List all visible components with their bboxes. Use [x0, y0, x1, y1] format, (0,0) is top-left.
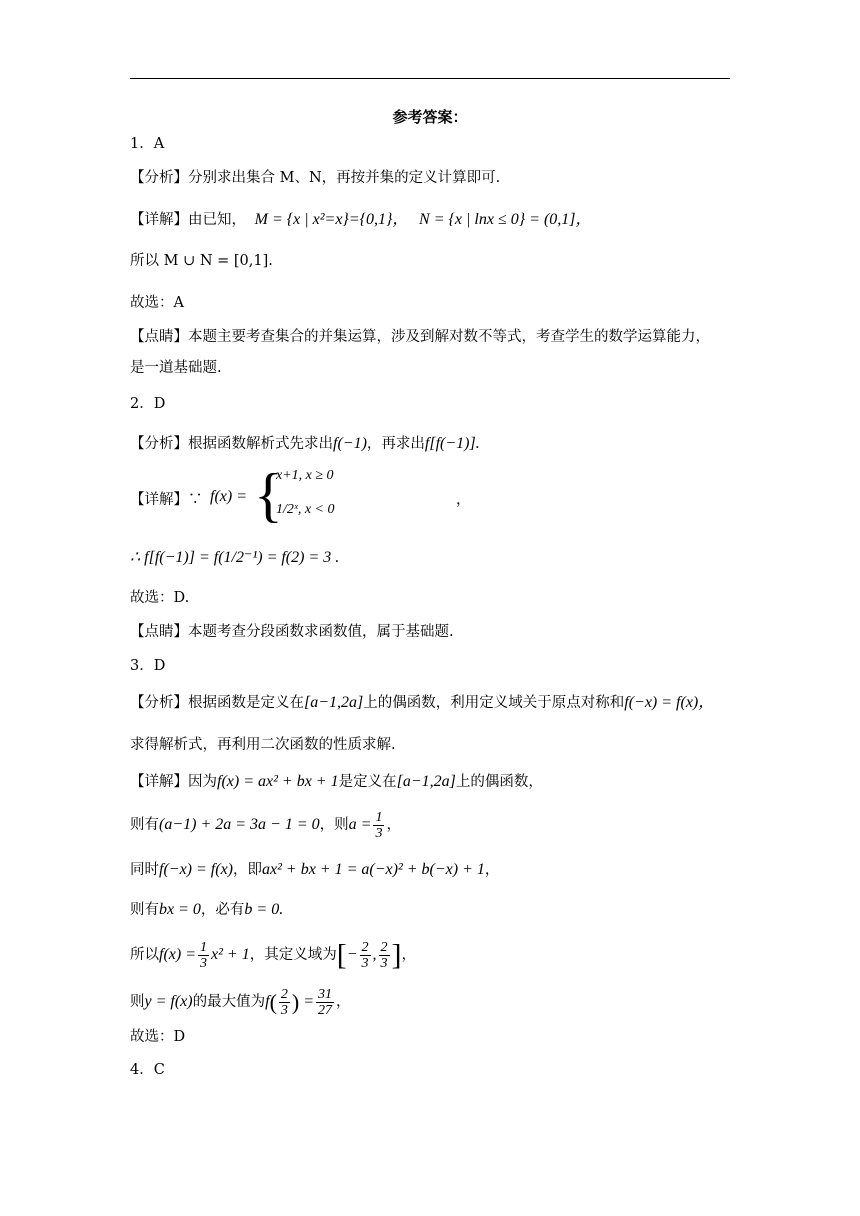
q3-analysis: [130, 693, 714, 713]
q2-detail-label: 【详解】∵: [130, 492, 203, 508]
q3-step-3: [130, 900, 283, 920]
q2-comma: ，: [456, 492, 471, 508]
q2-piece-2: 1/2ˣ, x < 0: [276, 502, 335, 517]
q3-fx-final: f(x) = $\frac{1}{3}$ x² + 1: [159, 940, 250, 971]
q3-max-value: f( $\frac{2}{3}$ ) = $\frac{31}{27}$: [265, 987, 333, 1018]
q3-comma-3: ，: [336, 994, 351, 1011]
q3-even-cond: f(−x) = f(x)，: [624, 694, 715, 711]
q3-step-1-eq: (a−1) + 2a = 3a − 1 = 0: [159, 816, 320, 834]
q2-analysis: [130, 434, 480, 454]
q3-step-2-text: 同时: [130, 862, 159, 878]
q3-analysis-2: 求得解析式，再利用二次函数的性质求解.: [130, 737, 396, 753]
q1-analysis: 【分析】分别求出集合 M、N，再按并集的定义计算即可.: [130, 170, 501, 186]
q3-choice: 故选：D: [130, 1029, 186, 1045]
q3-step-1-text: 则有: [130, 817, 159, 834]
q3-step-2-text-2: ，即: [233, 862, 262, 878]
q3-step-1-text-2: ，则: [319, 817, 349, 834]
q3-step-2: [130, 860, 499, 880]
q3-step-2-expand: ax² + bx + 1 = a(−x)² + b(−x) + 1: [262, 861, 485, 878]
q3-step-5-text: 则: [130, 994, 145, 1011]
q3-comma-2: ，: [401, 947, 416, 964]
q1-choice: 故选：A: [130, 295, 184, 311]
q3-b-value: b = 0.: [244, 901, 284, 918]
q1-comment: 【点睛】本题主要考查集合的并集运算，涉及到解对数不等式，考查学生的数学运算能力，: [130, 329, 710, 345]
q3-step-4-text-2: ，其定义域为: [249, 947, 337, 964]
q2-brace: {: [254, 462, 283, 528]
q2-comment: 【点睛】本题考查分段函数求函数值，属于基础题.: [130, 624, 454, 640]
q3-bx: bx = 0: [159, 901, 201, 918]
q3-fx: f(x) = ax² + bx + 1: [217, 773, 339, 790]
q3-domain-final: [− $\frac{2}{3}$ , $\frac{2}{3}$ ]: [336, 938, 402, 972]
q2-analysis-f2: f[f(−1)].: [424, 435, 480, 452]
q3-number: 3．D: [130, 658, 166, 674]
q4-number: 4．C: [130, 1062, 165, 1078]
q3-analysis-text: 【分析】根据函数是定义在: [130, 695, 304, 711]
q3-step-2-comma: ，: [484, 862, 500, 878]
q2-number: 2．D: [130, 396, 166, 412]
q2-analysis-text: 【分析】根据函数解析式先求出: [130, 436, 333, 452]
q3-step-4: [130, 940, 416, 971]
q3-step-3-text-2: ，必有: [200, 902, 245, 918]
q1-comment-2: 是一道基础题.: [130, 360, 222, 376]
q3-step-5: [130, 987, 351, 1018]
q2-choice: 故选：D.: [130, 590, 190, 606]
q2-calc: [130, 548, 339, 568]
q3-detail-text: 是定义在: [338, 774, 397, 790]
q1-so-text: 所以 M ∪ N = [0,1].: [130, 253, 273, 269]
q3-domain-2: [a−1,2a]: [396, 773, 456, 790]
q3-step-3-text: 则有: [130, 902, 159, 918]
q1-detail-label: 【详解】由已知，: [130, 212, 246, 228]
q3-a-value: a = $\frac{1}{3}$: [348, 810, 383, 841]
q2-analysis-f1: f(−1): [333, 435, 367, 452]
q3-y: y = f(x): [144, 993, 193, 1011]
q3-step-5-text-2: 的最大值为: [192, 994, 266, 1011]
q1-number: 1．A: [130, 136, 165, 152]
q1-so: [130, 251, 273, 271]
q2-fx-label: f(x) =: [210, 488, 247, 505]
q3-step-1: [130, 810, 401, 841]
q3-comma: ，: [386, 817, 401, 834]
q3-detail: [130, 772, 543, 792]
q2-calc-text: ∴ f[f(−1)] = f(1/2⁻¹) = f(2) = 3 .: [130, 549, 340, 566]
q3-detail-text-2: 上的偶函数，: [455, 774, 543, 790]
q3-step-4-text: 所以: [130, 947, 159, 964]
q3-step-2-eq: f(−x) = f(x): [159, 861, 233, 878]
q1-set-n: N = {x | lnx ≤ 0} = (0,1]，: [419, 211, 592, 228]
q3-detail-label: 【详解】因为: [130, 774, 217, 790]
q2-piece-1: x+1, x ≥ 0: [276, 468, 334, 483]
q2-analysis-text-2: ，再求出: [366, 436, 425, 452]
q1-set-m: M = {x | x²=x}={0,1}，: [254, 211, 409, 228]
page-title: 参考答案：: [392, 108, 468, 126]
q1-detail: [130, 210, 592, 230]
q3-analysis-text-2: 上的偶函数，利用定义域关于原点对称和: [363, 695, 625, 711]
header-rule: [130, 78, 730, 79]
q3-domain-1: [a−1,2a]: [304, 694, 364, 711]
